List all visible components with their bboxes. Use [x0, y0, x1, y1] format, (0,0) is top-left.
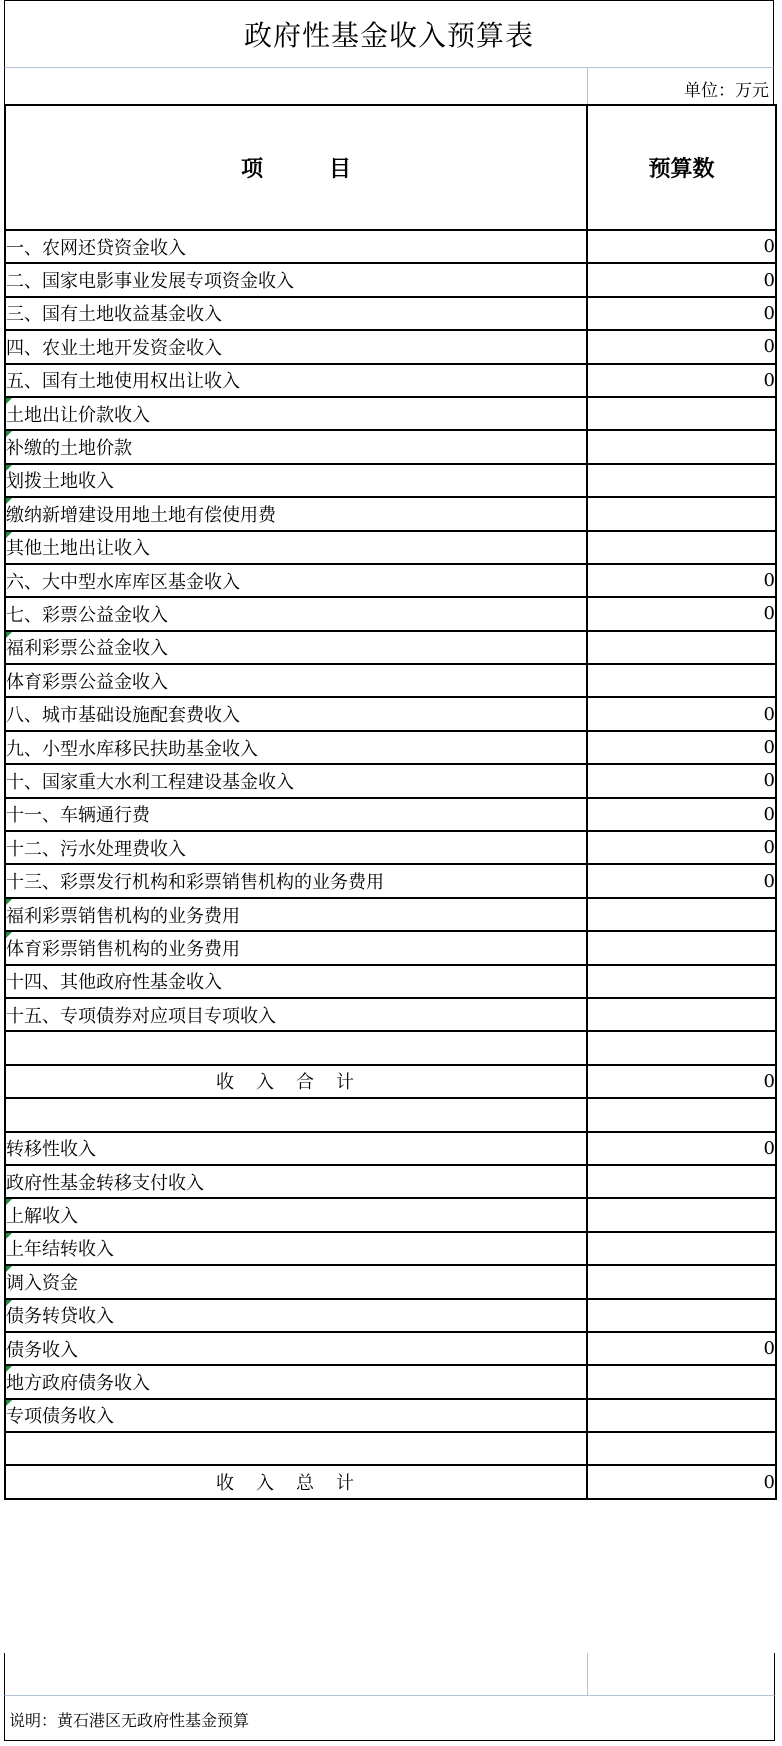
table-row	[5, 531, 776, 564]
row-label[interactable]: 十、国家重大水利工程建设基金收入	[5, 764, 587, 797]
table-row	[5, 731, 776, 764]
table-row	[5, 898, 776, 931]
table-row	[5, 864, 776, 897]
row-value[interactable]	[587, 1165, 776, 1198]
row-value[interactable]: 0	[587, 831, 776, 864]
blank-row	[4, 1653, 775, 1695]
row-label[interactable]: 十二、污水处理费收入	[5, 831, 587, 864]
table-row	[5, 1098, 776, 1131]
grand-total-value[interactable]: 0	[587, 1465, 776, 1498]
row-value[interactable]	[587, 531, 776, 564]
budget-table	[4, 104, 777, 1500]
row-value[interactable]	[587, 1098, 776, 1131]
table-row	[5, 798, 776, 831]
row-value[interactable]: 0	[587, 798, 776, 831]
table-row	[5, 664, 776, 697]
row-label[interactable]: 六、大中型水库库区基金收入	[5, 564, 587, 597]
row-value[interactable]: 0	[587, 230, 776, 263]
table-row	[5, 1065, 776, 1098]
row-label[interactable]: 九、小型水库移民扶助基金收入	[5, 731, 587, 764]
grand-total-label[interactable]: 收入总计	[5, 1465, 587, 1498]
row-label[interactable]: 划拨土地收入	[5, 464, 587, 497]
row-value[interactable]: 0	[587, 731, 776, 764]
table-row	[5, 631, 776, 664]
row-label[interactable]: 其他土地出让收入	[5, 531, 587, 564]
page-title: 政府性基金收入预算表	[4, 0, 774, 67]
row-label[interactable]: 债务转贷收入	[5, 1299, 587, 1332]
row-value[interactable]	[587, 1265, 776, 1298]
row-label[interactable]: 福利彩票销售机构的业务费用	[5, 898, 587, 931]
row-label[interactable]	[5, 1432, 587, 1465]
table-row	[5, 1299, 776, 1332]
row-label[interactable]: 上年结转收入	[5, 1232, 587, 1265]
row-value[interactable]: 0	[587, 597, 776, 630]
table-row	[5, 998, 776, 1031]
row-label[interactable]: 地方政府债务收入	[5, 1365, 587, 1398]
table-row	[5, 1332, 776, 1365]
table-row	[5, 297, 776, 330]
table-row	[5, 230, 776, 263]
row-label[interactable]: 二、国家电影事业发展专项资金收入	[5, 263, 587, 296]
row-value[interactable]: 0	[587, 764, 776, 797]
table-row	[5, 330, 776, 363]
row-label[interactable]: 五、国有土地使用权出让收入	[5, 364, 587, 397]
row-value[interactable]	[587, 1399, 776, 1432]
row-value[interactable]: 0	[587, 564, 776, 597]
row-value[interactable]: 0	[587, 1132, 776, 1165]
row-value[interactable]	[587, 430, 776, 463]
table-row	[5, 597, 776, 630]
row-value[interactable]	[587, 464, 776, 497]
table-row	[5, 364, 776, 397]
row-label[interactable]: 十三、彩票发行机构和彩票销售机构的业务费用	[5, 864, 587, 897]
unit-row	[4, 67, 774, 104]
table-row	[5, 1365, 776, 1398]
table-row	[5, 1399, 776, 1432]
unit-label: 单位：万元	[684, 81, 769, 101]
table-row	[5, 931, 776, 964]
row-value[interactable]	[587, 497, 776, 530]
table-row	[5, 1198, 776, 1231]
row-value[interactable]: 0	[587, 364, 776, 397]
row-label[interactable]: 转移性收入	[5, 1132, 587, 1165]
row-value[interactable]: 0	[587, 1332, 776, 1365]
row-value[interactable]: 0	[587, 864, 776, 897]
table-row	[5, 263, 776, 296]
row-label[interactable]	[5, 1098, 587, 1131]
table-row	[5, 397, 776, 430]
row-label[interactable]: 三、国有土地收益基金收入	[5, 297, 587, 330]
row-label[interactable]: 福利彩票公益金收入	[5, 631, 587, 664]
row-label[interactable]: 土地出让价款收入	[5, 397, 587, 430]
row-label[interactable]: 政府性基金转移支付收入	[5, 1165, 587, 1198]
row-value[interactable]	[587, 664, 776, 697]
table-row	[5, 1031, 776, 1064]
row-value[interactable]	[587, 1232, 776, 1265]
row-label[interactable]: 八、城市基础设施配套费收入	[5, 697, 587, 730]
table-row	[5, 564, 776, 597]
gridline	[587, 1653, 588, 1695]
table-row	[5, 831, 776, 864]
table-row	[5, 1432, 776, 1465]
row-value[interactable]: 0	[587, 297, 776, 330]
row-value[interactable]	[587, 965, 776, 998]
header-item: 项 目	[5, 105, 587, 230]
table-row	[5, 430, 776, 463]
row-label[interactable]: 十一、车辆通行费	[5, 798, 587, 831]
header-row	[5, 105, 776, 230]
table-row	[5, 764, 776, 797]
row-label[interactable]: 债务收入	[5, 1332, 587, 1365]
row-value[interactable]	[587, 1432, 776, 1465]
row-label[interactable]: 一、农网还贷资金收入	[5, 230, 587, 263]
table-row	[5, 965, 776, 998]
row-label[interactable]: 体育彩票销售机构的业务费用	[5, 931, 587, 964]
row-value[interactable]: 0	[587, 697, 776, 730]
subtotal-label[interactable]: 收入合计	[5, 1065, 587, 1098]
subtotal-value[interactable]: 0	[587, 1065, 776, 1098]
row-value[interactable]	[587, 1031, 776, 1064]
table-row	[5, 1165, 776, 1198]
row-label[interactable]: 上解收入	[5, 1198, 587, 1231]
row-value[interactable]	[587, 1299, 776, 1332]
table-row	[5, 1132, 776, 1165]
row-label[interactable]	[5, 1031, 587, 1064]
table-row	[5, 1265, 776, 1298]
row-value[interactable]	[587, 397, 776, 430]
row-label[interactable]: 缴纳新增建设用地土地有偿使用费	[5, 497, 587, 530]
row-label[interactable]: 体育彩票公益金收入	[5, 664, 587, 697]
gridline	[587, 68, 588, 104]
row-value[interactable]: 0	[587, 263, 776, 296]
row-value[interactable]: 0	[587, 330, 776, 363]
table-row	[5, 497, 776, 530]
table-row	[5, 697, 776, 730]
row-label[interactable]: 七、彩票公益金收入	[5, 597, 587, 630]
row-value[interactable]	[587, 998, 776, 1031]
row-label[interactable]: 四、农业土地开发资金收入	[5, 330, 587, 363]
row-label[interactable]: 补缴的土地价款	[5, 430, 587, 463]
footnote: 说明：黄石港区无政府性基金预算	[4, 1695, 775, 1741]
row-value[interactable]	[587, 1198, 776, 1231]
row-value[interactable]	[587, 898, 776, 931]
row-value[interactable]	[587, 1365, 776, 1398]
header-amount: 预算数	[587, 105, 776, 230]
row-label[interactable]: 十四、其他政府性基金收入	[5, 965, 587, 998]
row-label[interactable]: 专项债务收入	[5, 1399, 587, 1432]
table-row	[5, 1465, 776, 1498]
table-row	[5, 1232, 776, 1265]
row-label[interactable]: 十五、专项债券对应项目专项收入	[5, 998, 587, 1031]
row-value[interactable]	[587, 631, 776, 664]
row-label[interactable]: 调入资金	[5, 1265, 587, 1298]
row-value[interactable]	[587, 931, 776, 964]
table-row	[5, 464, 776, 497]
